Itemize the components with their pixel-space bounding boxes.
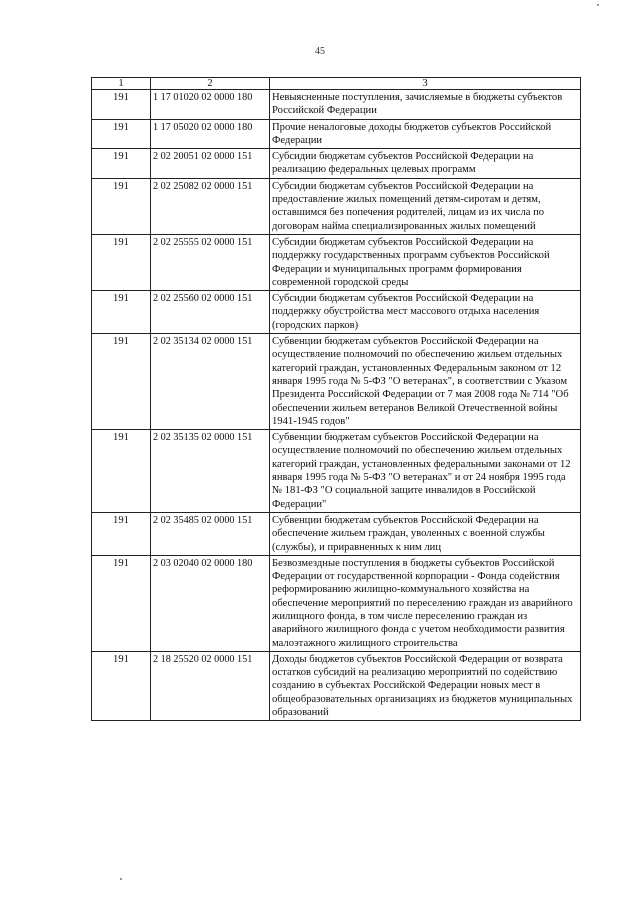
- revenue-name-cell: Субвенции бюджетам субъектов Российской Федерации на осуществление полномочий по обеспечению жильем отдельных категорий граждан, установленных федеральными законами от 12 января 1995 года № 5-ФЗ "О ветеранах" и от 24 ноября 1995 года № 181-ФЗ "О социальной защите инвалидов в Российской Федерации": [270, 430, 581, 513]
- scan-speck: [597, 4, 599, 6]
- table-row: [92, 234, 581, 290]
- scan-speck: [120, 878, 122, 880]
- revenue-code-cell: 2 02 35134 02 0000 151: [151, 334, 270, 430]
- admin-code-cell: 191: [92, 149, 151, 179]
- revenue-code-cell: 2 02 35135 02 0000 151: [151, 430, 270, 513]
- admin-code-cell: 191: [92, 334, 151, 430]
- table-row: [92, 149, 581, 179]
- column-header-1: 1: [92, 78, 151, 90]
- column-header-2: 2: [151, 78, 270, 90]
- revenue-code-cell: 1 17 01020 02 0000 180: [151, 90, 270, 120]
- admin-code-cell: 191: [92, 291, 151, 334]
- page-number: 45: [315, 46, 325, 57]
- admin-code-cell: 191: [92, 234, 151, 290]
- table-row: [92, 430, 581, 513]
- table-row: [92, 555, 581, 651]
- revenue-code-cell: 2 02 25082 02 0000 151: [151, 178, 270, 234]
- revenue-name-cell: Субсидии бюджетам субъектов Российской Федерации на поддержку государственных программ субъектов Российской Федерации и муниципальных программ формирования современной городской среды: [270, 234, 581, 290]
- table-row: [92, 178, 581, 234]
- admin-code-cell: 191: [92, 430, 151, 513]
- revenue-name-cell: Прочие неналоговые доходы бюджетов субъектов Российской Федерации: [270, 119, 581, 149]
- revenue-name-cell: Безвозмездные поступления в бюджеты субъектов Российской Федерации от государственной корпорации - Фонда содействия реформированию жилищно-коммунального хозяйства на обеспечение мероприятий по переселению граждан из аварийного жилищного фонда, в том числе переселению граждан из аварийного жилищного фонда с учетом необходимости развития малоэтажного жилищного строительства: [270, 555, 581, 651]
- revenue-name-cell: Субвенции бюджетам субъектов Российской Федерации на осуществление полномочий по обеспечению жильем отдельных категорий граждан, установленных Федеральным законом от 12 января 1995 года № 5-ФЗ "О ветеранах", в соответствии с Указом Президента Российской Федерации от 7 мая 2008 года № 714 "Об обеспечении жильем ветеранов Великой Отечественной войны 1941-1945 годов": [270, 334, 581, 430]
- revenue-code-cell: 1 17 05020 02 0000 180: [151, 119, 270, 149]
- admin-code-cell: 191: [92, 178, 151, 234]
- revenue-code-cell: 2 03 02040 02 0000 180: [151, 555, 270, 651]
- revenue-name-cell: Субсидии бюджетам субъектов Российской Федерации на реализацию федеральных целевых программ: [270, 149, 581, 179]
- revenue-name-cell: Субсидии бюджетам субъектов Российской Федерации на поддержку обустройства мест массового отдыха населения (городских парков): [270, 291, 581, 334]
- table-header-row: [92, 78, 581, 90]
- admin-code-cell: 191: [92, 555, 151, 651]
- revenue-name-cell: Субсидии бюджетам субъектов Российской Федерации на предоставление жилых помещений детям-сиротам и детям, оставшимся без попечения родителей, лицам из их числа по договорам найма специализированных жилых помещений: [270, 178, 581, 234]
- revenue-code-cell: 2 02 25555 02 0000 151: [151, 234, 270, 290]
- admin-code-cell: 191: [92, 119, 151, 149]
- table-row: [92, 651, 581, 720]
- revenue-code-cell: 2 18 25520 02 0000 151: [151, 651, 270, 720]
- revenue-name-cell: Невыясненные поступления, зачисляемые в бюджеты субъектов Российской Федерации: [270, 90, 581, 120]
- revenue-classification-table: [91, 77, 581, 721]
- admin-code-cell: 191: [92, 512, 151, 555]
- admin-code-cell: 191: [92, 651, 151, 720]
- table-row: [92, 291, 581, 334]
- revenue-name-cell: Доходы бюджетов субъектов Российской Федерации от возврата остатков субсидий на реализацию мероприятий по содействию созданию в субъектах Российской Федерации новых мест в общеобразовательных организациях из бюджетов муниципальных образований: [270, 651, 581, 720]
- table-row: [92, 119, 581, 149]
- admin-code-cell: 191: [92, 90, 151, 120]
- revenue-code-cell: 2 02 25560 02 0000 151: [151, 291, 270, 334]
- revenue-code-cell: 2 02 35485 02 0000 151: [151, 512, 270, 555]
- revenue-name-cell: Субвенции бюджетам субъектов Российской Федерации на обеспечение жильем граждан, уволенных с военной службы (службы), и приравненных к ним лиц: [270, 512, 581, 555]
- column-header-3: 3: [270, 78, 581, 90]
- table-row: [92, 512, 581, 555]
- table-row: [92, 90, 581, 120]
- table-row: [92, 334, 581, 430]
- revenue-code-cell: 2 02 20051 02 0000 151: [151, 149, 270, 179]
